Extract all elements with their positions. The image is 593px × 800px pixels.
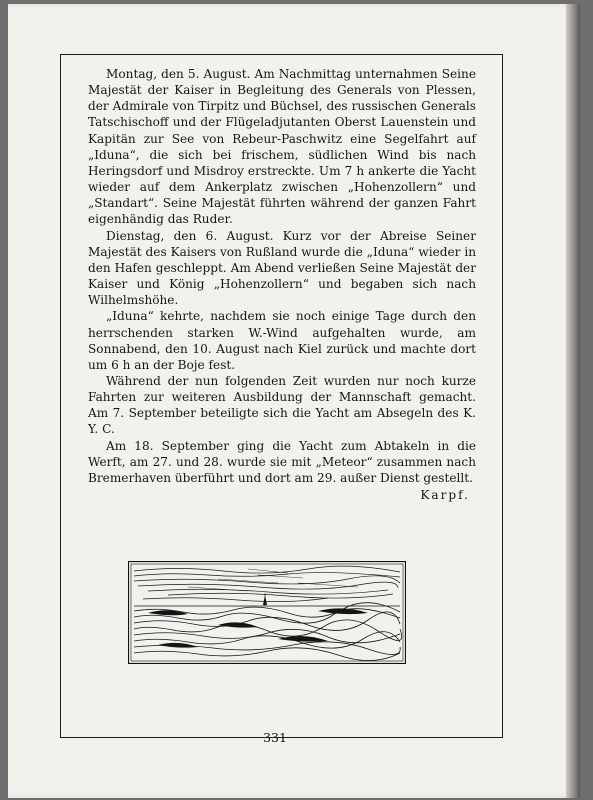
seascape-illustration (128, 561, 406, 664)
signature: Karpf. (420, 488, 470, 503)
paragraph-training-trips: Während der nun folgenden Zeit wurden nur noch kurze Fahrten zur weiteren Ausbildung der Mannschaft gemacht. Am 7. September beteiligte sich die Yacht am Absegeln des K. Y. C. (88, 373, 476, 437)
paragraph-iduna-return: „Iduna“ kehrte, nachdem sie noch einige Tage durch den herrschenden starken W.-Wind aufgehalten wurde, am Sonnabend, den 10. August nach Kiel zurück und machte dort um 6 h an der Boje fest. (88, 309, 476, 372)
paragraph-monday: Montag, den 5. August. Am Nachmittag unternahmen Seine Majestät der Kaiser in Begleitung des Generals von Plessen, der Admirale von Tirpitz und Büchsel, des russischen Generals Tatschischoff und der Flügeladjutanten Oberst Lauenstein und Kapitän zur See von Rebeur-Paschwitz eine Segelfahrt auf „Iduna“, die sich bei frischem, südlichen Wind bis nach Heringsdorf und Misdroy erstreckte. Um 7 h ankerte die Yacht wieder auf dem Ankerplatz zwischen „Hohenzollern“ und „Standart“. Seine Majestät führten während der ganzen Fahrt eigenhändig das Ruder. (88, 67, 476, 227)
paragraph-tuesday: Dienstag, den 6. August. Kurz vor der Abreise Seiner Majestät des Kaisers von Rußland wurde die „Iduna“ wieder in den Hafen geschleppt. Am Abend verließen Seine Majestät der Kaiser und König „Hohenzollern“ und begaben sich nach Wilhelmshöhe. (88, 228, 476, 308)
body-text (88, 66, 476, 503)
page-number: 331 (263, 730, 287, 745)
book-gutter-shadow (566, 4, 580, 798)
paragraph-decommission: Am 18. September ging die Yacht zum Abtakeln in die Werft, am 27. und 28. wurde sie mit „Meteor“ zusammen nach Bremerhaven überführt und dort am 29. außer Dienst gestellt. (88, 438, 476, 485)
